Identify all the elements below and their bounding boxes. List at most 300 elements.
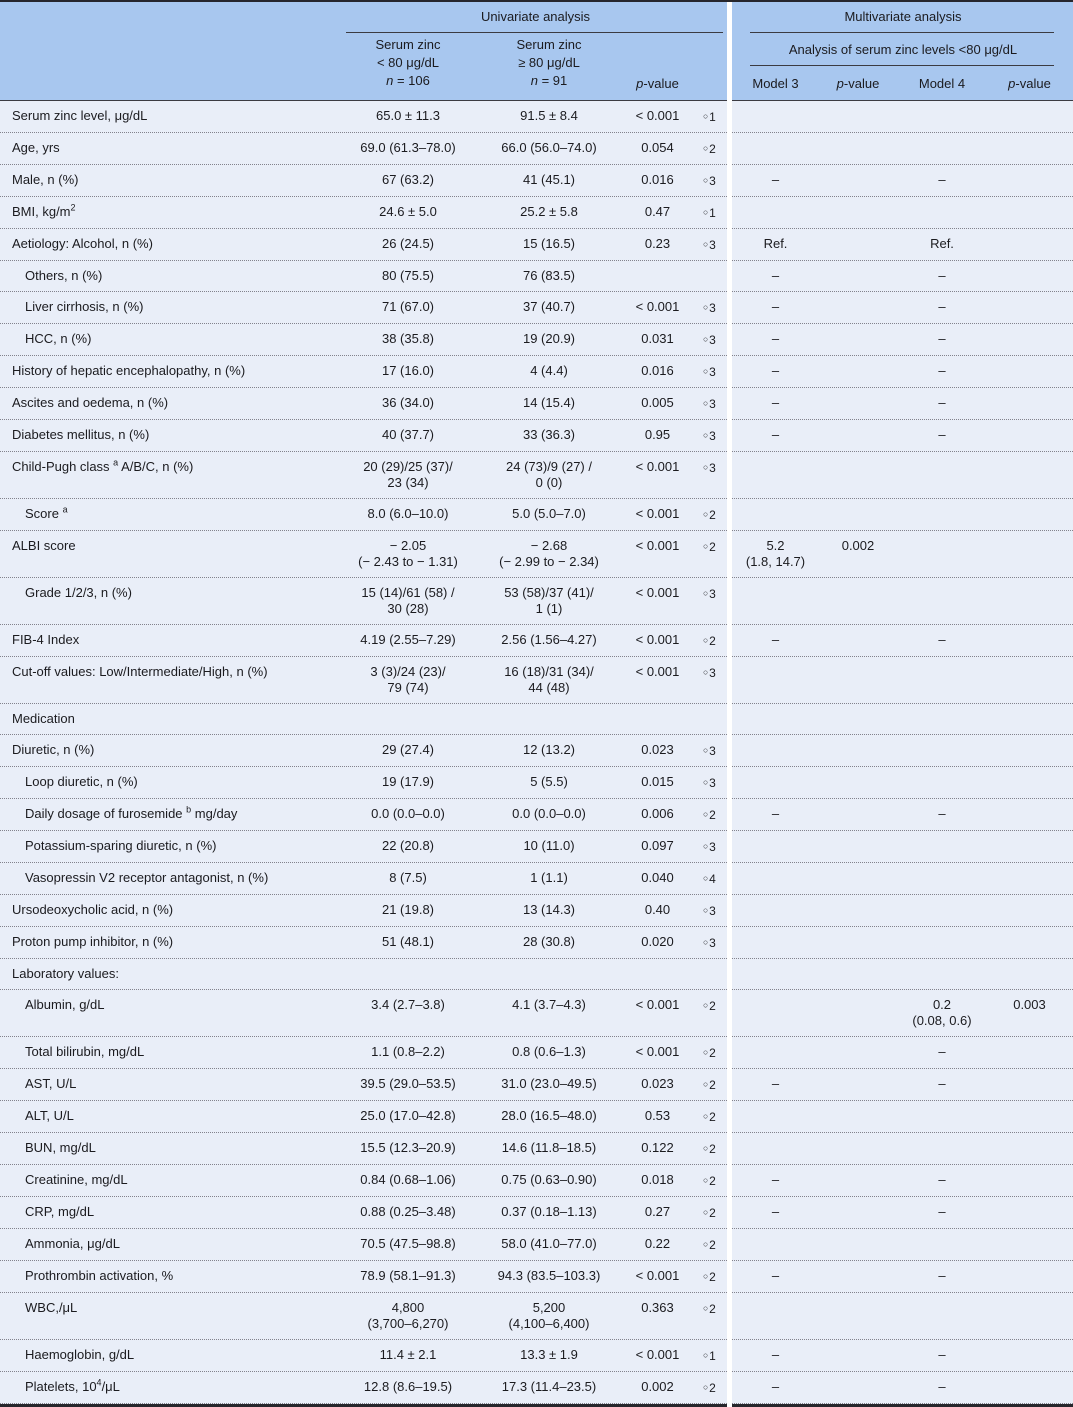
circle-icon: ○ (703, 175, 709, 185)
value-zinc-high: 37 (40.7) (522, 299, 576, 314)
section-row (0, 704, 1073, 735)
table-row (0, 831, 1073, 863)
p-value: 0.40 (644, 902, 671, 917)
value-zinc-low: 1.1 (0.8–2.2) (371, 1044, 445, 1059)
row-label: CRP, mg/dL (25, 1204, 95, 1219)
row-label: Ursodeoxycholic acid, n (%) (12, 902, 174, 917)
row-label: HCC, n (%) (25, 331, 92, 346)
model4-p-value: 0.003 (1013, 997, 1046, 1012)
circle-icon: ○ (703, 1175, 709, 1185)
table-row (0, 767, 1073, 799)
value-zinc-low: 24.6 ± 5.0 (379, 204, 437, 219)
method-number: 3 (709, 744, 716, 758)
row-label: Cut-off values: Low/Intermediate/High, n (%) (12, 664, 268, 679)
model3-value: – (771, 427, 780, 442)
method-number: 2 (709, 999, 716, 1013)
model4-value: – (938, 1268, 946, 1283)
model4-value: – (938, 268, 946, 283)
p-value: < 0.001 (635, 997, 680, 1012)
model4-value: – (938, 1172, 946, 1187)
circle-icon: ○ (703, 777, 709, 787)
model3-value: – (771, 1347, 780, 1362)
row-label: Others, n (%) (25, 268, 103, 283)
table-row (0, 197, 1073, 229)
value-zinc-high: 1 (1.1) (530, 870, 568, 885)
table-row (0, 261, 1073, 292)
value-zinc-low: 40 (37.7) (381, 427, 435, 442)
value-zinc-low: 4.19 (2.55–7.29) (360, 632, 456, 647)
model4-value: – (938, 299, 946, 314)
table-row (0, 388, 1073, 420)
table-row (0, 657, 1073, 704)
circle-icon: ○ (703, 745, 709, 755)
table-row (0, 531, 1073, 578)
value-zinc-high: 28.0 (16.5–48.0) (501, 1108, 597, 1123)
row-label: BMI, $kg/m^2$ (12, 202, 76, 219)
p-value: 0.47 (644, 204, 671, 219)
value-zinc-high: 15 (16.5) (522, 236, 576, 251)
table-row (0, 1197, 1073, 1229)
p-value: 0.122 (641, 1140, 674, 1155)
value-zinc-high: 76 (83.5) (522, 268, 576, 283)
p-value: 0.040 (641, 870, 674, 885)
model4-value: – (938, 1347, 946, 1362)
column-header-zinc-low: Serum zinc < 80 μg/dL n = 106 (338, 33, 478, 100)
circle-icon: ○ (703, 1079, 709, 1089)
method-number: 2 (709, 540, 716, 554)
circle-icon: ○ (703, 143, 709, 153)
value-zinc-low: − 2.05 (− 2.43 to − 1.31) (358, 538, 458, 569)
row-label: Albumin, g/dL (25, 997, 105, 1012)
multivariate-analysis-header (733, 2, 1073, 33)
model3-value: Ref. (763, 236, 788, 251)
value-zinc-low: 0.88 (0.25–3.48) (360, 1204, 456, 1219)
method-number: 2 (709, 1238, 716, 1252)
table-body (0, 101, 1073, 1404)
p-value: 0.016 (641, 363, 674, 378)
method-number: 3 (709, 776, 716, 790)
p-value: < 0.001 (635, 538, 680, 553)
value-zinc-low: 21 (19.8) (381, 902, 435, 917)
model3-value: – (771, 1172, 780, 1187)
p-value: 0.27 (644, 1204, 671, 1219)
circle-icon: ○ (703, 1303, 709, 1313)
model4-value: – (938, 172, 946, 187)
p-value: < 0.001 (635, 108, 680, 123)
table-row (0, 292, 1073, 324)
model3-value: – (771, 363, 780, 378)
value-zinc-low: 51 (48.1) (381, 934, 435, 949)
circle-icon: ○ (703, 809, 709, 819)
method-number: 2 (709, 1142, 716, 1156)
column-header-model3-p-value: p-value (836, 76, 880, 92)
row-label: Prothrombin activation, % (25, 1268, 174, 1283)
value-zinc-low: 0.0 (0.0–0.0) (371, 806, 445, 821)
circle-icon: ○ (703, 462, 709, 472)
row-label: Male, n (%) (12, 172, 79, 187)
p-value: 0.018 (641, 1172, 674, 1187)
value-zinc-high: 0.75 (0.63–0.90) (501, 1172, 597, 1187)
value-zinc-high: 91.5 ± 8.4 (520, 108, 578, 123)
p-value: 0.023 (641, 1076, 674, 1091)
row-label: Creatinine, mg/dL (25, 1172, 128, 1187)
value-zinc-high: 94.3 (83.5–103.3) (497, 1268, 601, 1283)
p-value: 0.22 (644, 1236, 671, 1251)
p-value: < 0.001 (635, 1347, 680, 1362)
value-zinc-high: 16 (18)/31 (34)/ 44 (48) (504, 664, 594, 695)
method-number: 2 (709, 1078, 716, 1092)
table-row (0, 895, 1073, 927)
p-value: < 0.001 (635, 1044, 680, 1059)
method-number: 3 (709, 461, 716, 475)
method-number: 1 (709, 1349, 716, 1363)
circle-icon: ○ (703, 1382, 709, 1392)
p-value: 0.363 (641, 1300, 674, 1315)
value-zinc-high: 0.0 (0.0–0.0) (512, 806, 586, 821)
value-zinc-low: 65.0 ± 11.3 (376, 108, 440, 123)
value-zinc-low: 20 (29)/25 (37)/ 23 (34) (363, 459, 453, 490)
model4-value: – (938, 1076, 946, 1091)
value-zinc-low: 19 (17.9) (381, 774, 435, 789)
method-number: 3 (709, 365, 716, 379)
circle-icon: ○ (703, 841, 709, 851)
model3-value: – (771, 395, 780, 410)
table-row (0, 1101, 1073, 1133)
p-value: 0.020 (641, 934, 674, 949)
p-value: 0.031 (641, 331, 674, 346)
table-row (0, 356, 1073, 388)
row-label: Age, yrs (12, 140, 60, 155)
value-zinc-low: 25.0 (17.0–42.8) (360, 1108, 456, 1123)
row-label: Serum zinc level, μg/dL (12, 108, 148, 123)
method-number: 2 (709, 1110, 716, 1124)
table-row (0, 863, 1073, 895)
univariate-analysis-header (338, 2, 733, 33)
row-label: BUN, mg/dL (25, 1140, 96, 1155)
row-label: Daily dosage of furosemide $^b$ mg/day (25, 804, 238, 821)
value-zinc-low: 71 (67.0) (381, 299, 435, 314)
value-zinc-high: 31.0 (23.0–49.5) (501, 1076, 597, 1091)
column-header-model3: Model 3 (752, 76, 799, 92)
model3-value: – (771, 632, 780, 647)
value-zinc-high: 33 (36.3) (522, 427, 576, 442)
value-zinc-low: 15.5 (12.3–20.9) (360, 1140, 456, 1155)
method-number: 3 (709, 904, 716, 918)
p-value: < 0.001 (635, 632, 680, 647)
value-zinc-low: 17 (16.0) (381, 363, 435, 378)
model3-value: – (771, 1204, 780, 1219)
method-number: 3 (709, 936, 716, 950)
model4-value: – (938, 806, 946, 821)
column-header-zinc-high: Serum zinc ≥ 80 μg/dL n = 91 (478, 33, 620, 100)
value-zinc-low: 29 (27.4) (381, 742, 435, 757)
row-label: Grade 1/2/3, n (%) (25, 585, 132, 600)
model3-value: – (771, 806, 780, 821)
table-row (0, 420, 1073, 452)
value-zinc-low: 11.4 ± 2.1 (379, 1347, 437, 1362)
table-row (0, 499, 1073, 531)
table-row (0, 735, 1073, 767)
p-value: 0.23 (644, 236, 671, 251)
row-label: Vasopressin V2 receptor antagonist, n (%) (25, 870, 269, 885)
table-row (0, 165, 1073, 197)
p-value: 0.054 (641, 140, 674, 155)
p-value: 0.95 (644, 427, 671, 442)
model3-value: – (771, 1268, 780, 1283)
table-row (0, 1133, 1073, 1165)
model4-value: – (938, 427, 946, 442)
method-number: 3 (709, 174, 716, 188)
p-value: 0.097 (641, 838, 674, 853)
row-label: Score $^a$ (25, 504, 68, 521)
table-row (0, 927, 1073, 959)
value-zinc-low: 26 (24.5) (381, 236, 435, 251)
circle-icon: ○ (703, 541, 709, 551)
method-number: 3 (709, 397, 716, 411)
multivariate-analysis-title: Multivariate analysis (844, 9, 962, 25)
row-label: Proton pump inhibitor, n (%) (12, 934, 174, 949)
column-header-model4-p-value: p-value (1008, 76, 1051, 92)
model4-value: – (938, 632, 946, 647)
table-row (0, 1037, 1073, 1069)
method-number: 2 (709, 142, 716, 156)
value-zinc-low: 69.0 (61.3–78.0) (360, 140, 456, 155)
table-row (0, 578, 1073, 625)
method-number: 3 (709, 840, 716, 854)
value-zinc-high: 41 (45.1) (522, 172, 576, 187)
value-zinc-high: − 2.68 (− 2.99 to − 2.34) (499, 538, 599, 569)
value-zinc-low: 0.84 (0.68–1.06) (360, 1172, 456, 1187)
model4-value: – (938, 331, 946, 346)
value-zinc-low: 3.4 (2.7–3.8) (371, 997, 445, 1012)
value-zinc-high: 5,200 (4,100–6,400) (508, 1300, 590, 1331)
method-number: 1 (709, 206, 716, 220)
table-row (0, 452, 1073, 499)
row-label: Laboratory values: (12, 966, 119, 981)
row-label: FIB-4 Index (12, 632, 80, 647)
circle-icon: ○ (703, 635, 709, 645)
sample-size-high: n = 91 (530, 73, 568, 89)
value-zinc-high: 2.56 (1.56–4.27) (501, 632, 597, 647)
row-label: Diuretic, n (%) (12, 742, 95, 757)
value-zinc-high: 4.1 (3.7–4.3) (512, 997, 586, 1012)
method-number: 3 (709, 429, 716, 443)
value-zinc-high: 19 (20.9) (522, 331, 576, 346)
p-value: < 0.001 (635, 585, 680, 600)
row-label: Liver cirrhosis, n (%) (25, 299, 144, 314)
method-number: 2 (709, 1174, 716, 1188)
circle-icon: ○ (703, 207, 709, 217)
value-zinc-high: 66.0 (56.0–74.0) (501, 140, 597, 155)
table-row (0, 1261, 1073, 1293)
model3-value: – (771, 331, 780, 346)
p-value: < 0.001 (635, 1268, 680, 1283)
value-zinc-low: 80 (75.5) (381, 268, 435, 283)
circle-icon: ○ (703, 1350, 709, 1360)
value-zinc-high: 4 (4.4) (530, 363, 568, 378)
circle-icon: ○ (703, 1207, 709, 1217)
model3-value: – (771, 1379, 780, 1394)
circle-icon: ○ (703, 239, 709, 249)
p-value: < 0.001 (635, 299, 680, 314)
value-zinc-low: 12.8 (8.6–19.5) (363, 1379, 453, 1394)
value-zinc-low: 38 (35.8) (381, 331, 435, 346)
circle-icon: ○ (703, 588, 709, 598)
table-row (0, 1293, 1073, 1340)
value-zinc-low: 8.0 (6.0–10.0) (367, 506, 449, 521)
row-label: ALT, U/L (25, 1108, 74, 1123)
table-header (0, 0, 1073, 101)
method-number: 2 (709, 634, 716, 648)
value-zinc-high: 10 (11.0) (523, 838, 575, 853)
row-label: Aetiology: Alcohol, n (%) (12, 236, 153, 251)
table-row (0, 1340, 1073, 1372)
model3-value: – (771, 1076, 780, 1091)
table-row (0, 1069, 1073, 1101)
circle-icon: ○ (703, 1271, 709, 1281)
model4-value: 0.2 (0.08, 0.6) (912, 997, 972, 1028)
model3-value: – (771, 268, 780, 283)
row-label: Diabetes mellitus, n (%) (12, 427, 150, 442)
value-zinc-high: 13.3 ± 1.9 (520, 1347, 578, 1362)
circle-icon: ○ (703, 1239, 709, 1249)
circle-icon: ○ (703, 873, 709, 883)
method-number: 2 (709, 1270, 716, 1284)
model4-value: Ref. (930, 236, 954, 251)
method-number: 2 (709, 508, 716, 522)
value-zinc-low: 67 (63.2) (381, 172, 435, 187)
model4-value: – (938, 395, 946, 410)
circle-icon: ○ (703, 366, 709, 376)
circle-icon: ○ (703, 667, 709, 677)
value-zinc-high: 5.0 (5.0–7.0) (512, 506, 586, 521)
method-number: 2 (709, 1302, 716, 1316)
method-number: 2 (709, 808, 716, 822)
value-zinc-low: 4,800 (3,700–6,270) (367, 1300, 449, 1331)
p-value: 0.006 (641, 806, 674, 821)
circle-icon: ○ (703, 509, 709, 519)
table-row (0, 229, 1073, 261)
row-label: WBC,/μL (25, 1300, 78, 1315)
method-number: 2 (709, 1046, 716, 1060)
value-zinc-high: 25.2 ± 5.8 (520, 204, 578, 219)
row-label: Haemoglobin, g/dL (25, 1347, 135, 1362)
method-number: 3 (709, 587, 716, 601)
column-header-model4: Model 4 (918, 76, 966, 92)
circle-icon: ○ (703, 430, 709, 440)
row-label: Total bilirubin, mg/dL (25, 1044, 145, 1059)
p-value: < 0.001 (635, 664, 680, 679)
value-zinc-low: 36 (34.0) (381, 395, 435, 410)
method-number: 3 (709, 301, 716, 315)
table-row (0, 625, 1073, 657)
value-zinc-high: 24 (73)/9 (27) / 0 (0) (506, 459, 592, 490)
method-number: 3 (709, 333, 716, 347)
row-label: ALBI score (12, 538, 76, 553)
value-zinc-high: 12 (13.2) (522, 742, 576, 757)
circle-icon: ○ (703, 302, 709, 312)
row-label: Platelets, $10^4/\mu L$ (25, 1377, 120, 1394)
row-label: Ammonia, μg/dL (25, 1236, 120, 1251)
table-row (0, 324, 1073, 356)
method-number: 3 (709, 238, 716, 252)
value-zinc-high: 5 (5.5) (530, 774, 568, 789)
multivariate-subtitle: Analysis of serum zinc levels <80 μg/dL (733, 33, 1073, 67)
univariate-analysis-title: Univariate analysis (480, 9, 591, 25)
p-value: < 0.001 (635, 506, 680, 521)
column-header-p-value: p-value (636, 76, 679, 92)
circle-icon: ○ (703, 905, 709, 915)
circle-icon: ○ (703, 937, 709, 947)
circle-icon: ○ (703, 1143, 709, 1153)
table-row (0, 1229, 1073, 1261)
value-zinc-low: 39.5 (29.0–53.5) (360, 1076, 456, 1091)
value-zinc-low: 8 (7.5) (389, 870, 427, 885)
table-row (0, 101, 1073, 133)
table-row (0, 799, 1073, 831)
circle-icon: ○ (703, 1000, 709, 1010)
model4-value: – (938, 1204, 946, 1219)
method-number: 2 (709, 1381, 716, 1395)
model4-value: – (938, 1044, 946, 1059)
value-zinc-high: 0.8 (0.6–1.3) (512, 1044, 586, 1059)
row-label: History of hepatic encephalopathy, n (%) (12, 363, 246, 378)
section-divider (727, 2, 732, 1407)
value-zinc-high: 28 (30.8) (522, 934, 576, 949)
table-row (0, 1165, 1073, 1197)
value-zinc-low: 3 (3)/24 (23)/ 79 (74) (370, 664, 446, 695)
model3-p-value: 0.002 (841, 538, 875, 553)
value-zinc-low: 15 (14)/61 (58) / 30 (28) (361, 585, 455, 616)
model4-value: – (938, 1379, 946, 1394)
p-value: 0.015 (641, 774, 674, 789)
value-zinc-high: 14 (15.4) (522, 395, 576, 410)
row-label: Child-Pugh class $^a$ A/B/C, n (%) (12, 457, 194, 474)
value-zinc-low: 70.5 (47.5–98.8) (360, 1236, 456, 1251)
p-value: 0.023 (641, 742, 674, 757)
p-value: < 0.001 (635, 459, 680, 474)
value-zinc-low: 22 (20.8) (381, 838, 435, 853)
value-zinc-high: 58.0 (41.0–77.0) (501, 1236, 597, 1251)
value-zinc-low: 78.9 (58.1–91.3) (360, 1268, 456, 1283)
table-row (0, 990, 1073, 1037)
value-zinc-high: 14.6 (11.8–18.5) (501, 1140, 597, 1155)
circle-icon: ○ (703, 334, 709, 344)
circle-icon: ○ (703, 111, 709, 121)
p-value: 0.002 (641, 1379, 674, 1394)
section-row (0, 959, 1073, 990)
row-label: AST, U/L (25, 1076, 77, 1091)
model4-value: – (938, 363, 946, 378)
method-number: 3 (709, 666, 716, 680)
p-value: 0.53 (644, 1108, 671, 1123)
model3-value: – (771, 172, 780, 187)
circle-icon: ○ (703, 398, 709, 408)
circle-icon: ○ (703, 1047, 709, 1057)
row-label: Ascites and oedema, n (%) (12, 395, 169, 410)
table-row (0, 133, 1073, 165)
value-zinc-high: 0.37 (0.18–1.13) (501, 1204, 597, 1219)
model3-value: – (771, 299, 780, 314)
sample-size-low: n = 106 (386, 73, 430, 89)
p-value: 0.005 (641, 395, 674, 410)
method-number: 2 (709, 1206, 716, 1220)
method-number: 1 (709, 110, 716, 124)
value-zinc-high: 17.3 (11.4–23.5) (501, 1379, 597, 1394)
row-label: Loop diuretic, n (%) (25, 774, 138, 789)
circle-icon: ○ (703, 1111, 709, 1121)
model3-value: 5.2 (1.8, 14.7) (745, 538, 806, 569)
